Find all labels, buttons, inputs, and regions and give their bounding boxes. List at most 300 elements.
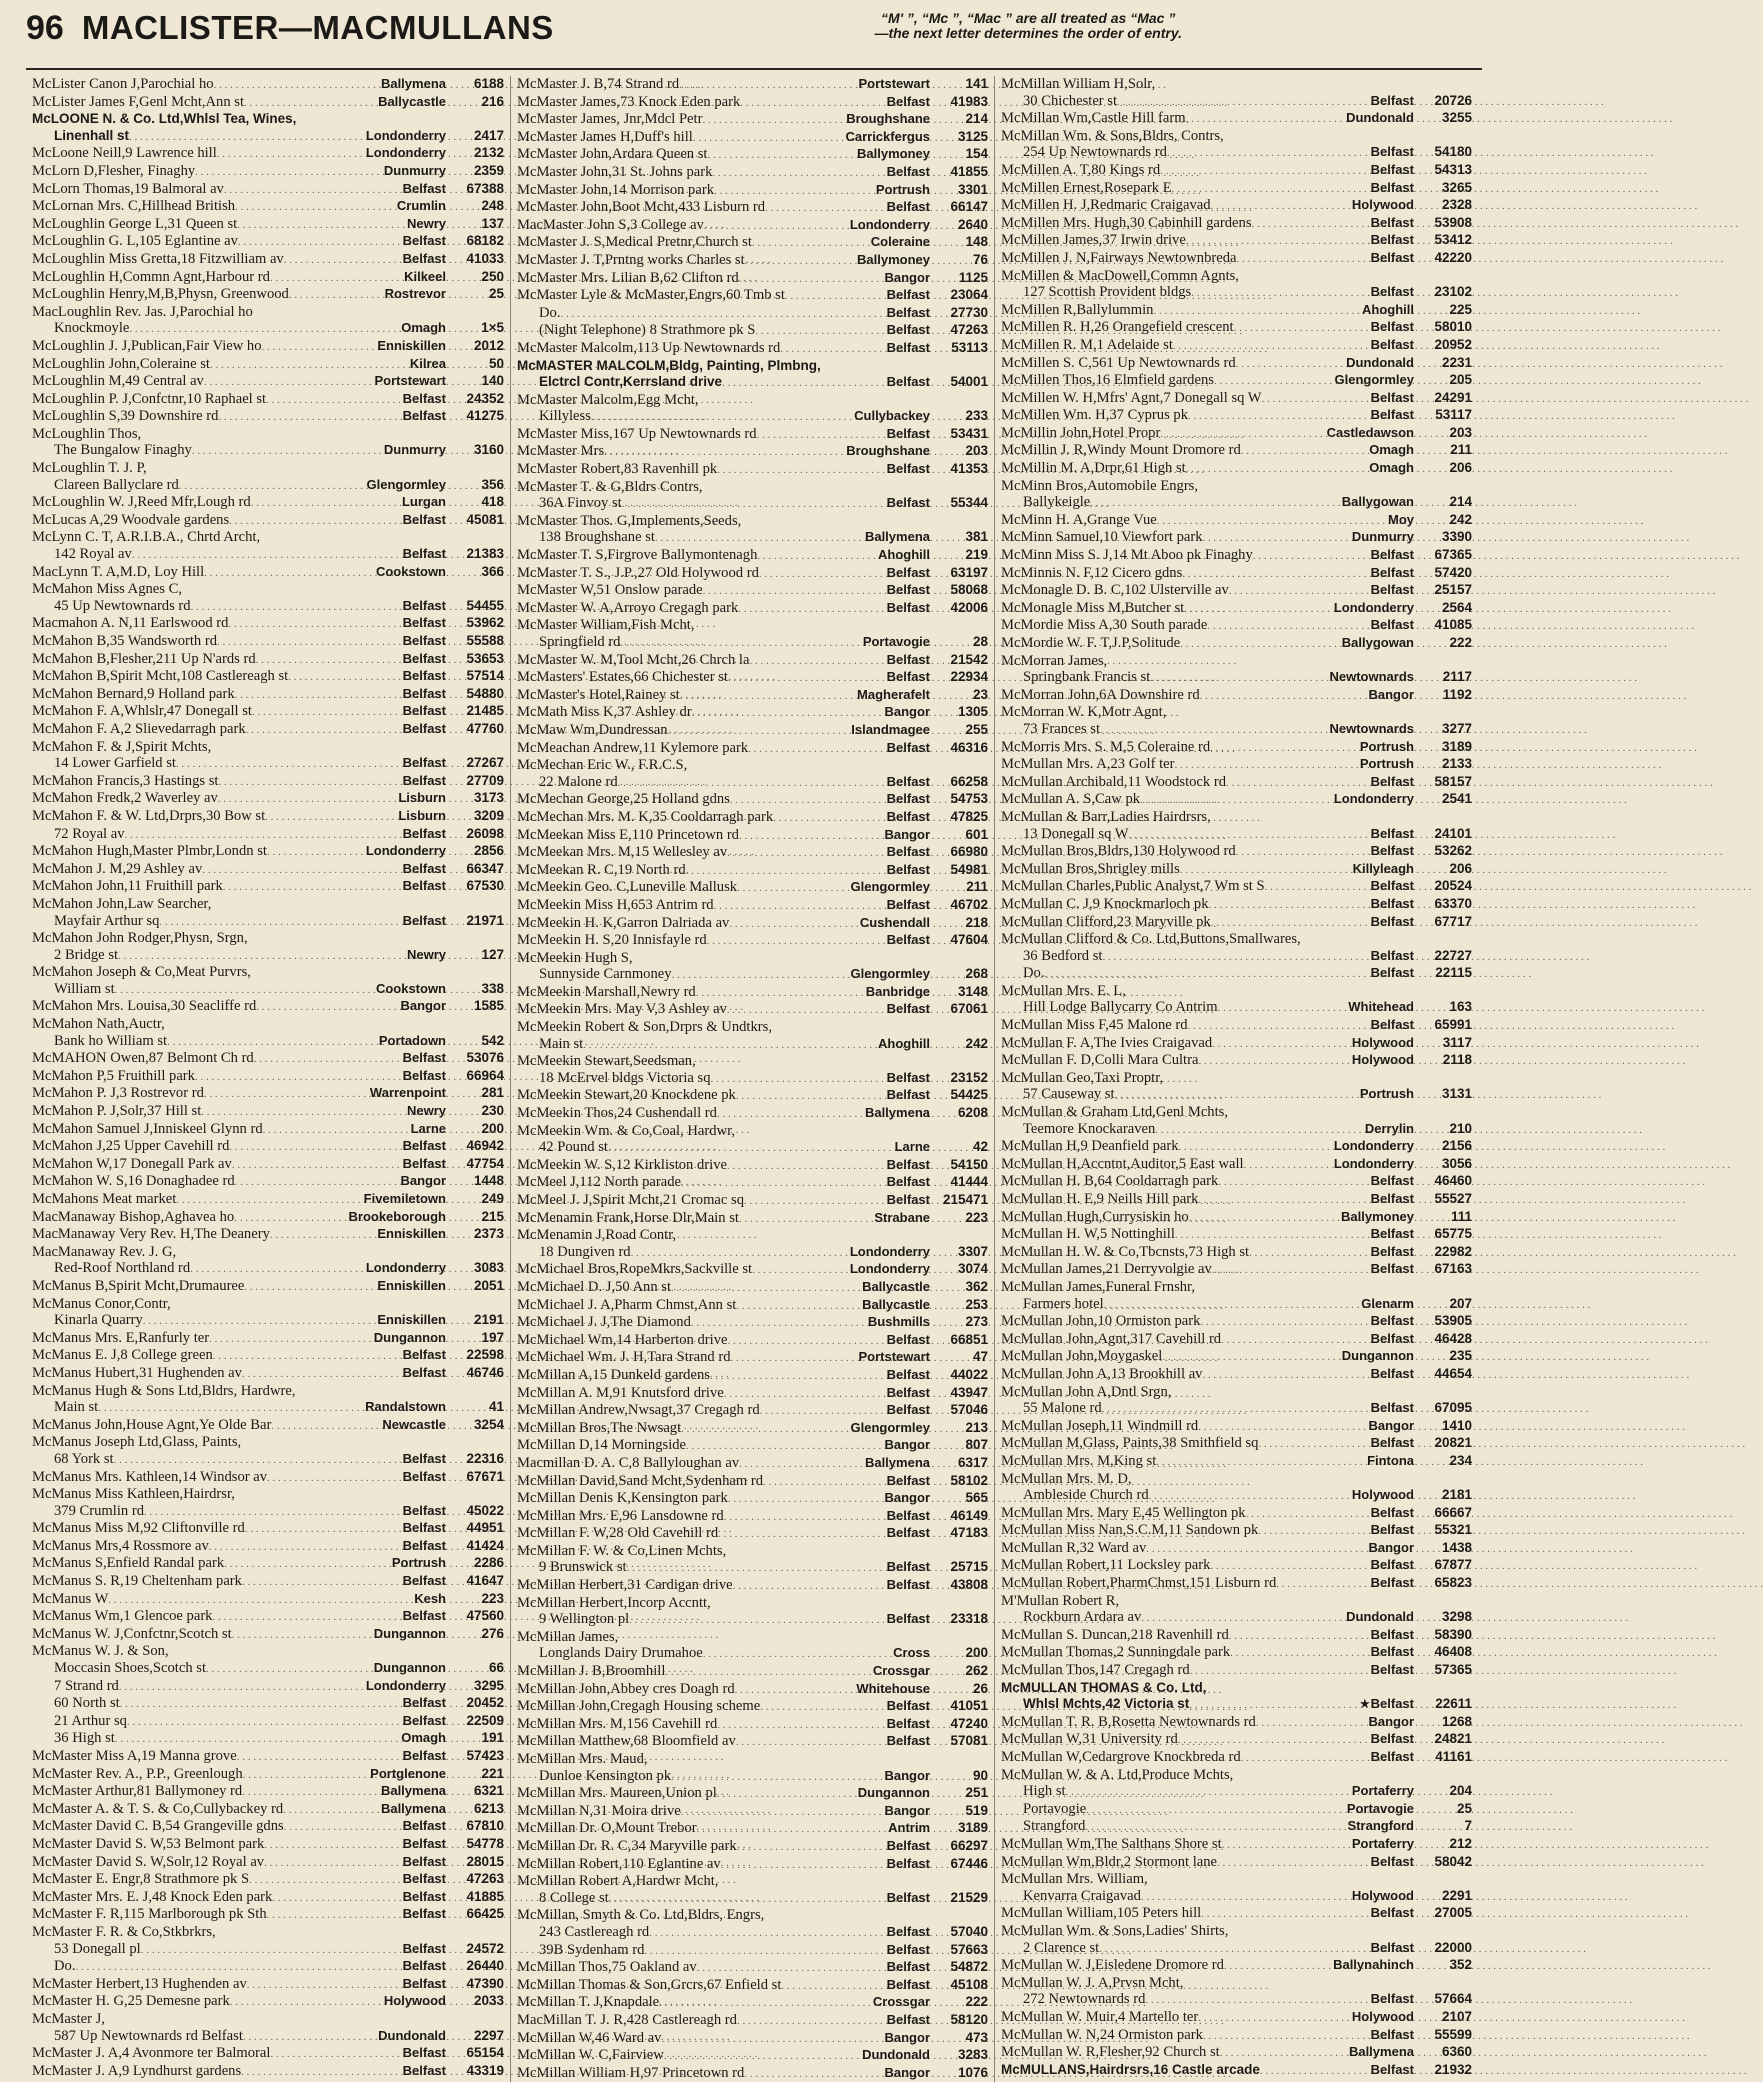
entry-exchange: Belfast <box>886 1959 930 1975</box>
entry-exchange: Belfast <box>886 651 930 667</box>
leader-dots <box>1175 1226 1369 1244</box>
entry-exchange: Portstewart <box>858 1349 930 1365</box>
entry-name: Rockburn Ardara av <box>1023 1609 1142 1626</box>
listing-entry <box>517 1525 988 1543</box>
entry-exchange: Belfast <box>886 1507 930 1523</box>
entry-exchange: Belfast <box>1370 582 1414 598</box>
entry-telephone-number: 3254 <box>473 1416 504 1432</box>
listing-entry <box>517 740 988 758</box>
entry-name: McMaster F. R. & Co,Stkbrkrs, <box>32 1923 216 1940</box>
entry-telephone-number: 2051 <box>473 1277 504 1293</box>
listing-entry <box>1001 1801 1472 1819</box>
entry-telephone-number: 21971 <box>466 912 504 928</box>
entry-name: 9 Wellington pl <box>539 1611 630 1628</box>
entry-exchange: Kesh <box>414 1590 446 1606</box>
listing-entry <box>1001 1173 1472 1191</box>
leader-dots <box>254 1050 401 1068</box>
listing-entry <box>1001 1871 1472 1888</box>
leader-dots <box>209 1330 372 1348</box>
entry-exchange: Strabane <box>874 1209 930 1225</box>
listing-entry <box>1001 1593 1472 1610</box>
entry-name: McMullan F. D,Colli Mara Cultra <box>1001 1052 1199 1069</box>
entry-name: 142 Royal av <box>54 546 132 563</box>
entry-name: 13 Donegall sq W <box>1023 825 1129 842</box>
entry-exchange: Belfast <box>886 322 930 338</box>
listing-entry <box>32 1347 504 1365</box>
entry-telephone-number: 234 <box>1449 1452 1472 1468</box>
entry-name: McMaster T. S., J.P.,27 Old Holywood rd <box>517 564 759 581</box>
listing-entry <box>1001 791 1472 809</box>
entry-telephone-number: 212 <box>1449 1835 1472 1851</box>
entry-name: McMullan Robert,PharmChmst,151 Lisburn rd <box>1001 1575 1277 1592</box>
entry-name: McMahon Miss Agnes C, <box>32 581 182 598</box>
listing-entry <box>517 270 988 288</box>
listing-entry <box>517 1873 988 1890</box>
entry-telephone-number: 222 <box>965 1994 988 2010</box>
entry-name: McMillen W. H,Mfrs' Agnt,7 Donegall sq W <box>1001 389 1262 406</box>
leader-dots <box>1167 144 1369 162</box>
entry-exchange: Belfast <box>402 1906 446 1922</box>
entry-exchange: Belfast <box>1370 1749 1414 1764</box>
leader-dots <box>232 1156 401 1174</box>
leader-dots <box>740 94 884 112</box>
entry-exchange: Dundonald <box>1346 110 1414 126</box>
entry-name: McLynn C. T, A.R.I.B.A., Chrtd Archt, <box>32 529 261 546</box>
leader-dots <box>1066 1783 1350 1801</box>
listing-entry <box>517 1332 988 1350</box>
entry-exchange: Belfast <box>402 597 446 613</box>
entry-telephone-number: 53262 <box>1434 843 1472 859</box>
listing-entry <box>1001 2027 1472 2045</box>
listing-entry <box>32 181 504 199</box>
entry-exchange: Newcastle <box>382 1416 446 1432</box>
entry-exchange: Belfast <box>886 1156 930 1172</box>
listing-entry <box>1001 2009 1472 2027</box>
listing-entry <box>517 479 988 496</box>
leader-dots <box>736 1297 860 1315</box>
entry-exchange: Belfast <box>402 250 446 266</box>
listing-entry <box>517 862 988 880</box>
leader-dots <box>204 564 374 582</box>
entry-telephone-number: 66258 <box>950 773 988 789</box>
entry-telephone-number: 47240 <box>950 1715 988 1731</box>
listing-entry <box>32 251 504 269</box>
entry-name: McMaster William,Fish Mcht, <box>517 617 695 634</box>
listing-entry <box>517 1367 988 1385</box>
entry-telephone-number: 235 <box>1449 1348 1472 1364</box>
leader-dots <box>288 668 400 686</box>
entry-telephone-number: 46149 <box>950 1507 988 1523</box>
entry-telephone-number: 2541 <box>1441 791 1472 807</box>
entry-telephone-number: 2286 <box>473 1555 504 1571</box>
listing-entry <box>1001 1731 1472 1749</box>
entry-name: McMeekin Marshall,Newry rd <box>517 983 696 1000</box>
entry-telephone-number: 519 <box>965 1802 988 1818</box>
entry-telephone-number: 216 <box>481 93 504 109</box>
listing-entry <box>32 790 504 808</box>
entry-exchange: Ballygowan <box>1341 494 1414 510</box>
leader-dots <box>707 146 855 164</box>
entry-name: McMillen S. C,561 Up Newtownards rd <box>1001 354 1236 371</box>
entry-name: MacLoughlin Rev. Jas. J,Parochial ho <box>32 303 253 320</box>
entry-exchange: Belfast <box>402 2062 446 2078</box>
leader-dots <box>763 1473 885 1491</box>
entry-exchange: Portrush <box>1359 756 1414 772</box>
entry-telephone-number: 55321 <box>1434 1522 1472 1538</box>
leader-dots <box>262 338 376 356</box>
entry-name: Knockmoyle <box>54 320 130 337</box>
leader-dots <box>1198 2009 1350 2027</box>
entry-name: McMullan W,31 University rd <box>1001 1731 1178 1748</box>
entry-name: McMULLAN THOMAS & Co. Ltd, <box>1001 1679 1207 1695</box>
entry-name: McMillan W. C,Fairview <box>517 2047 664 2064</box>
entry-name: McMillan Dr. O,Mount Trebor <box>517 1820 697 1837</box>
entry-name: Strangford <box>1023 1818 1086 1835</box>
entry-telephone-number: 65991 <box>1434 1017 1472 1033</box>
leader-dots <box>1236 355 1344 373</box>
leader-dots <box>217 633 401 651</box>
leader-dots <box>1214 372 1333 390</box>
entry-exchange: Belfast <box>1370 389 1414 405</box>
entry-telephone-number: 2156 <box>1441 1138 1472 1154</box>
leader-dots <box>730 791 885 809</box>
entry-telephone-number: 268 <box>965 966 988 982</box>
entry-name: McMahon J. M,29 Ashley av <box>32 860 203 877</box>
listing-entry <box>1001 600 1472 618</box>
listing-entry <box>517 704 988 722</box>
listing-entry <box>32 878 504 896</box>
entry-name: McMahon Nath,Auctr, <box>32 1016 165 1033</box>
entry-telephone-number: 214 <box>965 111 988 127</box>
entry-telephone-number: 47604 <box>950 932 988 948</box>
entry-name: McMahon W,17 Donegall Park av <box>32 1155 232 1172</box>
leader-dots <box>267 1469 401 1487</box>
entry-telephone-number: 210 <box>1449 1120 1472 1136</box>
entry-name: McMullan Wm,The Salthans Shore st <box>1001 1835 1222 1852</box>
entry-name: 60 North st <box>54 1695 120 1712</box>
entry-name: Sunnyside Carnmoney <box>539 966 672 983</box>
leader-dots <box>229 1138 400 1156</box>
listing-entry <box>32 739 504 756</box>
entry-exchange: Belfast <box>402 1155 446 1171</box>
entry-exchange: Belfast <box>402 511 446 527</box>
entry-name: McMaster Mrs <box>517 443 605 460</box>
entry-name: McMullan & Graham Ltd,Genl Mchts, <box>1001 1104 1228 1121</box>
column-1 <box>26 76 510 2082</box>
entry-telephone-number: 45108 <box>950 1976 988 1992</box>
entry-telephone-number: 204 <box>1449 1783 1472 1799</box>
entry-exchange: Belfast <box>1370 319 1414 335</box>
entry-exchange: Omagh <box>401 1730 446 1746</box>
entry-exchange: Dungannon <box>373 1329 446 1345</box>
entry-name: McMillan F. W. & Co,Linen Mchts, <box>517 1542 727 1559</box>
leader-dots <box>235 1173 399 1191</box>
entry-exchange: Belfast <box>886 1837 930 1853</box>
entry-exchange: Belfast <box>1370 878 1414 894</box>
entry-exchange: Belfast <box>886 896 930 912</box>
entry-name: Do. <box>1023 965 1045 982</box>
listing-entry <box>32 2011 504 2028</box>
entry-name: McMaw Wm,Dundressan <box>517 721 668 738</box>
entry-telephone-number: 3189 <box>1441 738 1472 754</box>
entry-name: McMullan W. Muir,4 Martello ter <box>1001 2008 1199 2025</box>
entry-telephone-number: 47560 <box>466 1608 504 1624</box>
leader-dots <box>265 808 396 826</box>
listing-entry <box>517 1105 988 1123</box>
leader-dots <box>212 1608 400 1626</box>
listing-entry <box>1001 1121 1472 1139</box>
entry-name: McMillan Mrs. Maureen,Union pl <box>517 1785 717 1802</box>
listing-entry <box>517 529 988 547</box>
entry-telephone-number: 41983 <box>950 93 988 109</box>
entry-exchange: Londonderry <box>365 145 446 161</box>
entry-telephone-number: 57514 <box>466 668 504 684</box>
ordering-note-line-1: “M' ”, “Mc ”, “Mac ” are all treated as “Mac ” <box>881 10 1176 26</box>
leader-dots <box>1212 1261 1369 1279</box>
entry-exchange: Belfast <box>886 1611 930 1627</box>
entry-exchange: Moy <box>1388 511 1414 527</box>
leader-dots <box>1160 162 1368 180</box>
entry-exchange: Bangor <box>884 2029 930 2045</box>
entry-name: McMaster Robert,83 Ravenhill pk <box>517 461 718 478</box>
entry-telephone-number: 111 <box>1450 1208 1472 1224</box>
entry-exchange: Belfast <box>1370 965 1414 981</box>
entry-telephone-number: 338 <box>481 980 504 996</box>
entry-name: McLister James F,Genl Mcht,Ann st <box>32 93 245 110</box>
entry-telephone-number: 46460 <box>1434 1173 1472 1189</box>
leader-dots <box>289 286 383 304</box>
leader-dots <box>1178 1731 1369 1749</box>
listing-entry <box>1001 355 1472 373</box>
entry-telephone-number: 67877 <box>1434 1557 1472 1573</box>
entry-telephone-number: 47754 <box>466 1155 504 1171</box>
entry-name: McMillan Denis K,Kensington park <box>517 1490 728 1507</box>
entry-telephone-number: 203 <box>1449 424 1472 440</box>
entry-name: McManus S. R,19 Cheltenham park <box>32 1573 242 1590</box>
leader-dots <box>1236 843 1369 861</box>
leader-dots <box>1211 197 1350 215</box>
leader-dots <box>234 1209 346 1227</box>
entry-name: Killyless <box>539 408 591 425</box>
entry-exchange: Belfast <box>886 1923 930 1939</box>
leader-dots <box>1102 1400 1369 1418</box>
entry-name: McMaster Herbert,13 Hughenden av <box>32 1975 247 1992</box>
leader-dots <box>1157 512 1386 530</box>
leader-dots <box>1244 1156 1332 1174</box>
leader-dots <box>256 998 398 1016</box>
entry-telephone-number: 6188 <box>473 76 504 91</box>
entry-telephone-number: 1585 <box>473 998 504 1014</box>
entry-telephone-number: 27730 <box>950 304 988 320</box>
entry-name: McLoughlin John,Coleraine st <box>32 355 210 372</box>
entry-exchange: Belfast <box>886 844 930 860</box>
entry-name: McMillen A. T,80 Kings rd <box>1001 161 1161 178</box>
listing-entry <box>517 565 988 583</box>
listing-entry <box>32 163 504 181</box>
entry-telephone-number: 47760 <box>466 720 504 736</box>
leader-dots <box>1182 565 1368 583</box>
entry-name: McMorris Mrs. S. M,5 Coleraine rd <box>1001 738 1211 755</box>
entry-telephone-number: 27709 <box>466 772 504 788</box>
listing-entry <box>517 1907 988 1924</box>
entry-name: McMaster's Hotel,Rainey st <box>517 686 680 703</box>
leader-dots <box>1184 600 1332 618</box>
entry-telephone-number: 57423 <box>466 1748 504 1763</box>
entry-telephone-number: 23102 <box>1434 284 1472 300</box>
listing-entry <box>32 145 504 163</box>
entry-telephone-number: 53908 <box>1434 214 1472 230</box>
entry-name: McMeekin W. S,12 Kirkliston drive <box>517 1156 727 1173</box>
entry-name: William st <box>54 980 115 997</box>
entry-telephone-number: 42 <box>972 1139 988 1155</box>
entry-exchange: Dunmurry <box>383 162 446 178</box>
entry-exchange: Holywood <box>1351 197 1414 213</box>
listing-entry <box>32 826 504 844</box>
leader-dots <box>703 582 885 600</box>
entry-name: McMillan Herbert,Incorp Accntt, <box>517 1594 711 1611</box>
entry-telephone-number: 53653 <box>466 650 504 666</box>
entry-name: McMillan Wm,Castle Hill farm <box>1001 110 1186 127</box>
listing-entry <box>517 1139 988 1157</box>
entry-name: McMullan Mrs. M. D, <box>1001 1470 1132 1487</box>
entry-name: McMullan W. R,Flesher,92 Church st <box>1001 2044 1220 2061</box>
entry-telephone-number: 44654 <box>1434 1365 1472 1381</box>
entry-name: McMahon F. A,Whlslr,47 Donegall st <box>32 703 252 720</box>
entry-exchange: Londonderry <box>365 1677 446 1693</box>
entry-telephone-number: 57040 <box>950 1923 988 1939</box>
listing-entry <box>517 1070 988 1088</box>
listing-entry <box>1001 809 1472 826</box>
entry-telephone-number: 47263 <box>466 1871 504 1887</box>
running-head: MACLISTER—MACMULLANS <box>81 9 554 46</box>
listing-entry <box>1001 1261 1472 1279</box>
entry-exchange: Belfast <box>402 685 446 701</box>
listing-entry <box>517 879 988 897</box>
leader-dots <box>1188 407 1369 425</box>
leader-dots <box>712 164 884 182</box>
entry-telephone-number: 27005 <box>1434 1905 1472 1921</box>
listing-entry <box>32 1660 504 1678</box>
listing-entry <box>517 287 988 305</box>
entry-exchange: Belfast <box>402 860 446 876</box>
listing-entry <box>517 1297 988 1315</box>
entry-exchange: Holywood <box>1351 1034 1414 1050</box>
leader-dots <box>218 773 400 791</box>
leader-dots <box>757 547 876 565</box>
entry-telephone-number: 211 <box>1450 442 1472 458</box>
entry-name: High st <box>1023 1783 1066 1800</box>
entry-telephone-number: 46428 <box>1434 1330 1472 1346</box>
entry-telephone-number: 206 <box>1449 460 1472 476</box>
entry-exchange: Antrim <box>888 1820 930 1836</box>
entry-telephone-number: 1192 <box>1442 686 1472 702</box>
leader-dots <box>1229 1627 1369 1645</box>
leader-dots <box>686 862 885 880</box>
entry-name: MacLynn T. A,M.D, Loy Hill <box>32 563 205 580</box>
leader-dots <box>1258 1522 1368 1540</box>
entry-name: McMillin John,Hotel Propr <box>1001 424 1161 441</box>
leader-dots <box>1209 896 1369 914</box>
entry-name: 73 Frances st <box>1023 720 1101 737</box>
leader-dots <box>1236 250 1368 268</box>
listing-entry <box>1001 284 1472 302</box>
leader-dots <box>270 2045 400 2063</box>
listing-entry <box>1001 878 1472 896</box>
entry-name: McMaster Mrs. E. J,48 Knock Eden park <box>32 1888 273 1905</box>
entry-exchange: Kilkeel <box>404 268 446 284</box>
entry-telephone-number: 200 <box>965 1645 988 1661</box>
entry-name: McLorn Thomas,19 Balmoral av <box>32 180 224 197</box>
leader-dots <box>760 1698 884 1716</box>
entry-exchange: Belfast <box>402 825 446 841</box>
entry-telephone-number: 65154 <box>466 2045 504 2061</box>
listing-entry <box>1001 1540 1472 1558</box>
listing-entry <box>517 687 988 705</box>
entry-exchange: Belfast <box>886 1331 930 1347</box>
leader-dots <box>1115 1086 1358 1104</box>
entry-exchange: Belfast <box>402 772 446 788</box>
listing-entry <box>32 686 504 704</box>
entry-name: Springfield rd <box>539 634 621 650</box>
leader-dots <box>267 843 364 861</box>
listing-entry <box>517 495 988 513</box>
entry-exchange: Newtownards <box>1329 720 1414 736</box>
entry-name: 243 Castlereagh rd <box>539 1923 650 1940</box>
entry-exchange: Ballymoney <box>857 146 930 162</box>
entry-name: McMullan Clifford,23 Maryville pk <box>1001 913 1211 930</box>
entry-telephone-number: 41885 <box>466 1888 504 1904</box>
entry-exchange: Belfast <box>402 180 446 196</box>
entry-telephone-number: 2181 <box>1441 1487 1472 1503</box>
leader-dots <box>1201 1905 1368 1923</box>
leader-dots <box>702 111 844 129</box>
listing-entry <box>32 930 504 947</box>
entry-name: McManus W <box>32 1590 109 1607</box>
listing-entry <box>32 1713 504 1731</box>
entry-name: Macmillan D. A. C,8 Ballyloughan av <box>517 1454 740 1471</box>
entry-name: McMaster Arthur,81 Ballymoney rd <box>32 1783 243 1800</box>
leader-dots <box>618 774 885 792</box>
leader-dots <box>1200 687 1367 705</box>
listing-entry <box>517 1385 988 1403</box>
leader-dots <box>1218 999 1347 1017</box>
entry-telephone-number: 67388 <box>466 180 504 196</box>
listing-entry <box>1001 826 1472 844</box>
entry-exchange: Bangor <box>1368 1539 1414 1555</box>
listing-entry <box>32 1016 504 1033</box>
entry-name: McMinn Miss S. J,14 Mt Aboo pk Finaghy <box>1001 547 1253 564</box>
entry-name: McLoughlin W. J,Reed Mfr,Lough rd <box>32 494 251 511</box>
listing-entry <box>517 774 988 792</box>
entry-exchange: Belfast <box>1370 1261 1414 1277</box>
entry-name: 379 Crumlin rd <box>54 1502 144 1519</box>
listing-entry <box>517 1174 988 1192</box>
listing-entry <box>517 915 988 933</box>
entry-exchange: Rostrevor <box>384 286 446 302</box>
entry-exchange: Belfast <box>886 1384 930 1400</box>
entry-exchange: Belfast <box>1370 913 1414 929</box>
entry-telephone-number: 2117 <box>1442 669 1472 685</box>
listing-entry <box>517 392 988 409</box>
entry-name: McMullan Joseph,11 Windmill rd <box>1001 1417 1199 1434</box>
entry-telephone-number: 1410 <box>1441 1417 1472 1433</box>
entry-name: McMillan William H,97 Princetown rd <box>517 2064 745 2081</box>
entry-exchange: Belfast <box>1370 1243 1414 1259</box>
listing-entry <box>32 442 504 460</box>
listing-entry <box>1001 565 1472 583</box>
entry-telephone-number: 2033 <box>473 1993 504 2009</box>
entry-name: McMeekan R. C,19 North rd <box>517 861 686 878</box>
